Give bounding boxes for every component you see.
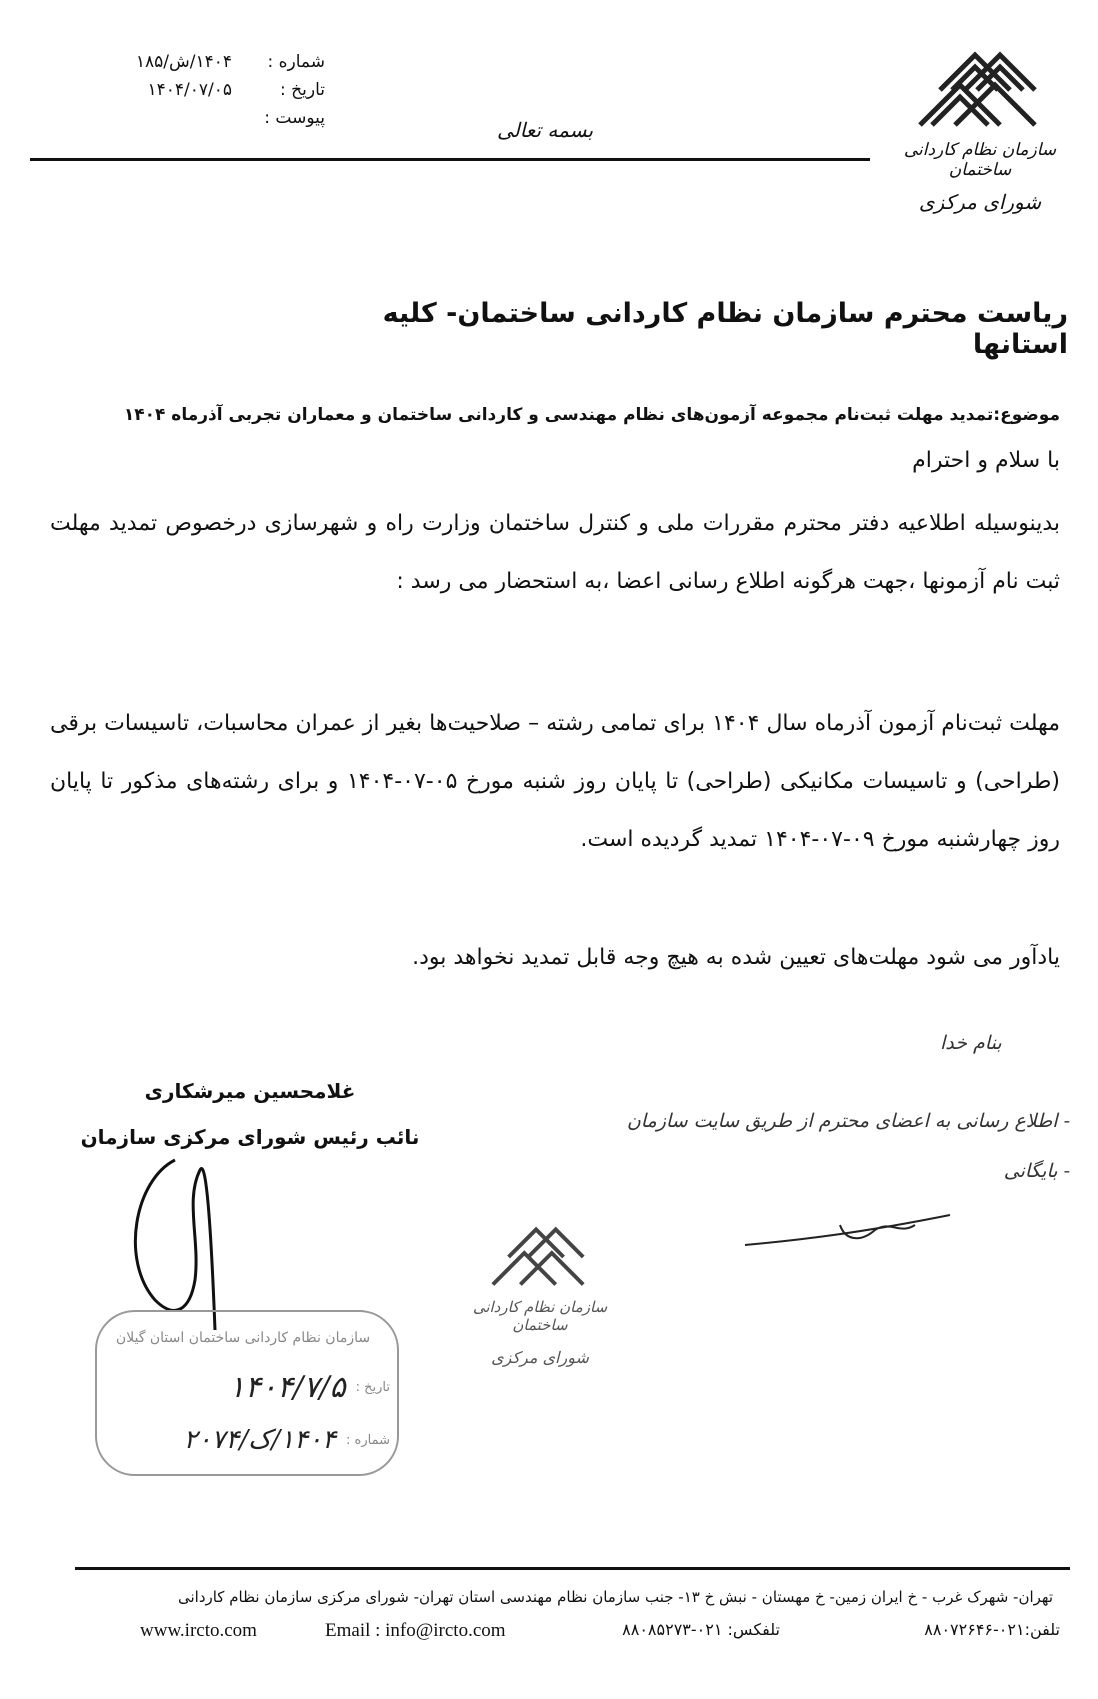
handwritten-heading: بنام خدا	[940, 1032, 1002, 1054]
logo-council-name: شورای مرکزی	[918, 190, 1042, 214]
header-divider	[30, 158, 870, 161]
org-logo-icon	[910, 45, 1050, 130]
greeting: با سلام و احترام	[912, 448, 1060, 473]
meta-date-value: ۱۴۰۴/۰۷/۰۵	[147, 80, 232, 100]
body-paragraph-3: یادآور می شود مهلت‌های تعیین شده به هیچ وجه قابل تمدید نخواهد بود.	[412, 945, 1060, 970]
signatory-name: غلامحسین میرشکاری	[144, 1079, 356, 1103]
letter-meta	[75, 48, 325, 132]
handwritten-line-1: - اطلاع رسانی به اعضای محترم از طریق سایت سازمان	[626, 1110, 1070, 1132]
stamp-number-row	[110, 1425, 390, 1455]
stamp-number-label: شماره :	[346, 1432, 390, 1448]
seal-org-name: سازمان نظام کاردانی ساختمان	[472, 1298, 608, 1334]
meta-number-value: ۱۴۰۴/ش/۱۸۵	[135, 52, 232, 72]
basmala: بسمه تعالی	[496, 118, 594, 142]
stamp-date-label: تاریخ :	[355, 1380, 390, 1395]
footer-contacts	[140, 1620, 1080, 1650]
stamp-org-name: سازمان نظام کاردانی ساختمان استان گیلان	[115, 1330, 371, 1346]
footer-website[interactable]: www.ircto.com	[140, 1620, 257, 1641]
stamp-date-row	[110, 1370, 390, 1405]
stamp-number-value: ۱۴۰۴/ک/۲۰۷۴	[183, 1425, 337, 1455]
body-paragraph-2: مهلت ثبت‌نام آزمون آذرماه سال ۱۴۰۴ برای تمامی رشته – صلاحیت‌ها بغیر از عمران محاسبات، تاسیسات برقی (طراحی) و تاسیسات مکانیکی (طراحی) تا پایان روز شنبه مورخ ۰۵-۰۷-۱۴۰۴ و برای رشته‌های مذکور تا پایان روز چهارشنبه مورخ ۰۹-۰۷-۱۴۰۴ تمدید گردیده است.	[50, 711, 1061, 852]
meta-number-label: شماره :	[267, 52, 325, 72]
subject: موضوع:تمدید مهلت ثبت‌نام مجموعه آزمون‌های نظام مهندسی و کاردانی ساختمان و معماران تجربی آذرماه ۱۴۰۴	[123, 405, 1060, 425]
footer-fax: تلفکس: ۰۲۱-۸۸۰۸۵۲۷۳	[622, 1620, 780, 1639]
meta-number-row	[75, 48, 325, 76]
signatory-title: نائب رئیس شورای مرکزی سازمان	[80, 1125, 420, 1149]
logo-org-name: سازمان نظام کاردانی ساختمان	[903, 140, 1057, 180]
footer-divider	[75, 1567, 1070, 1570]
body-paragraph-1: بدینوسیله اطلاعیه دفتر محترم مقررات ملی و کنترل ساختمان وزارت راه و شهرسازی درخصوص تمدید مهلت ثبت نام آزمونها ،جهت هرگونه اطلاع رسانی اعضا ،به استحضار می رسد :	[50, 511, 1060, 594]
meta-attachment-label: پیوست :	[264, 108, 325, 128]
meta-attachment-row	[75, 104, 325, 132]
seal-council-name: شورای مرکزی	[491, 1348, 589, 1367]
handwritten-signature-icon	[740, 1195, 960, 1255]
handwritten-line-2: - بایگانی	[1003, 1160, 1070, 1182]
footer-address: تهران- شهرک غرب - خ ایران زمین- خ مهستان - نبش خ ۱۳- جنب سازمان نظام مهندسی استان تهران- شورای مرکزی سازمان نظام کاردانی	[177, 1588, 1053, 1606]
footer-email[interactable]: Email : info@ircto.com	[325, 1620, 506, 1641]
meta-date-label: تاریخ :	[280, 80, 325, 100]
footer-phone: تلفن:۰۲۱-۸۸۰۷۲۶۴۶	[924, 1620, 1060, 1639]
seal-logo-icon	[485, 1220, 595, 1290]
meta-date-row	[75, 76, 325, 104]
recipient: ریاست محترم سازمان نظام کاردانی ساختمان- کلیه استانها	[382, 298, 1068, 360]
stamp-date-value: ۱۴۰۴/۷/۵	[228, 1370, 346, 1405]
